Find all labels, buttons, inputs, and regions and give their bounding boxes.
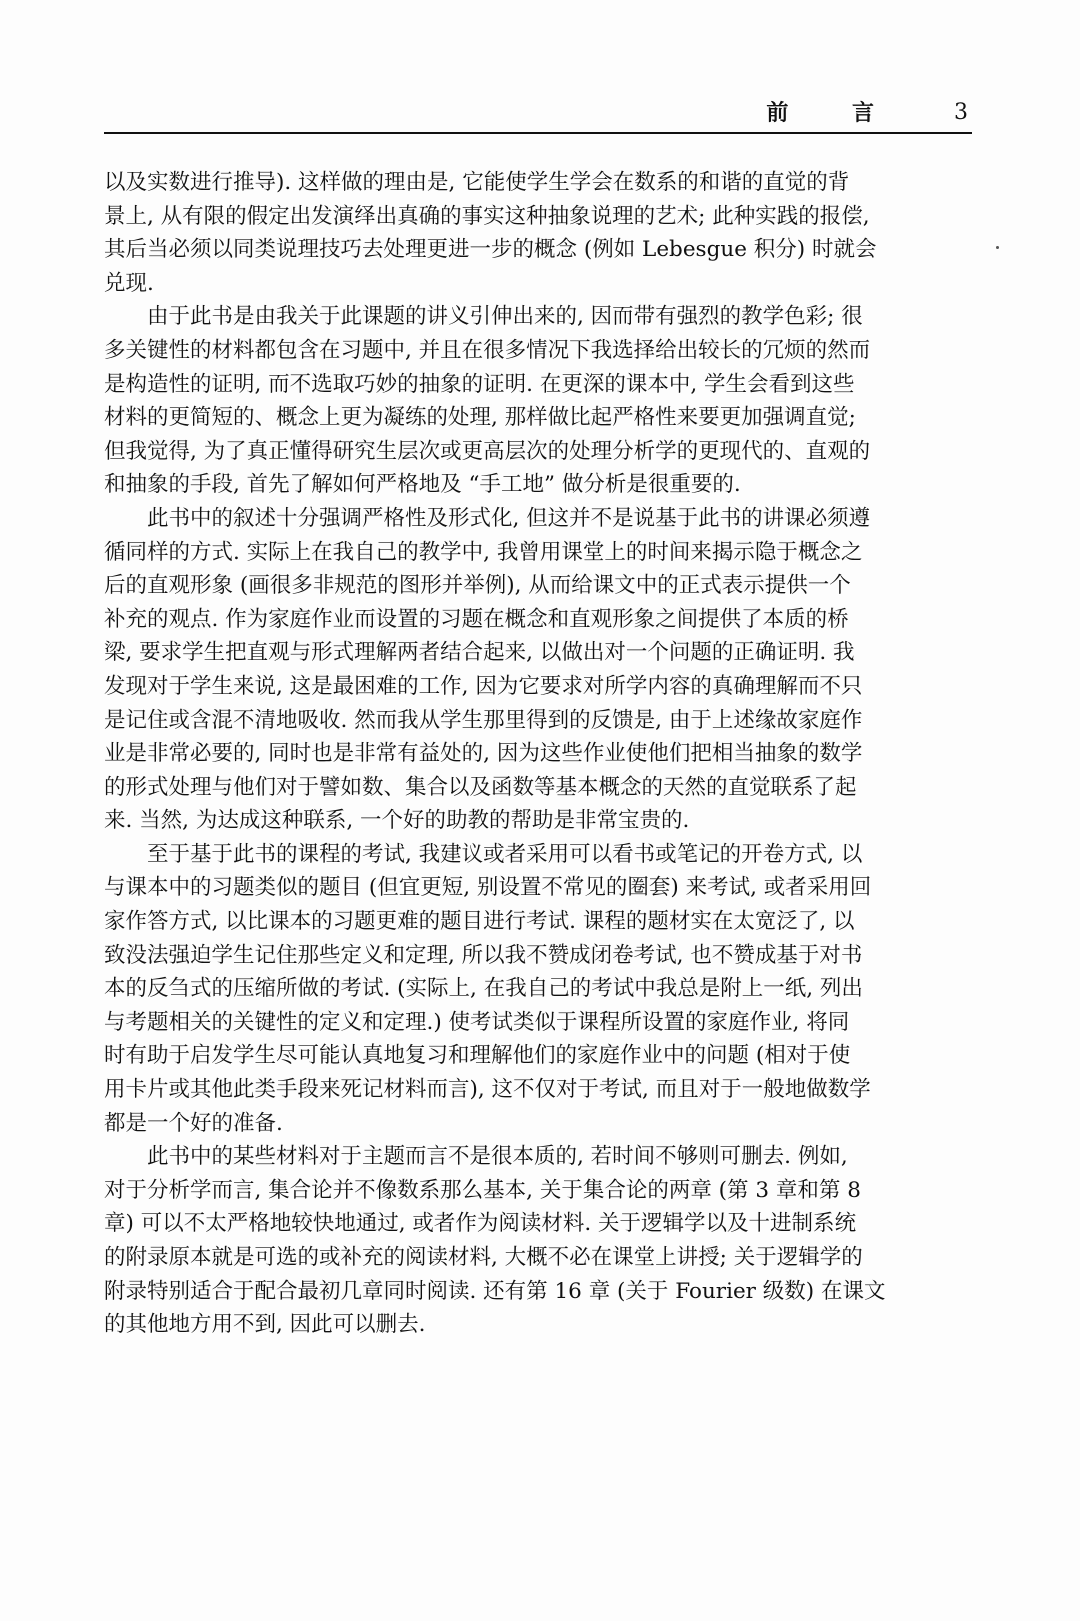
text-line: 来. 当然, 为达成这种联系, 一个好的助教的帮助是非常宝贵的. [104, 808, 690, 834]
paragraph-1 [104, 166, 972, 300]
text-line: 用卡片或其他此类手段来死记材料而言), 这不仅对于考试, 而且对于一般地做数学 [104, 1077, 871, 1103]
text-line: 的附录原本就是可选的或补充的阅读材料, 大概不必在课堂上讲授; 关于逻辑学的 [104, 1245, 863, 1270]
text-line: 景上, 从有限的假定出发演绎出真确的事实这种抽象说理的艺术; 此种实践的报偿, [104, 203, 870, 229]
text-line: 本的反刍式的压缩所做的考试. (实际上, 在我自己的考试中我总是附上一纸, 列出 [104, 976, 863, 1002]
body-text [104, 166, 972, 1342]
text-line: 是构造性的证明, 而不选取巧妙的抽象的证明. 在更深的课本中, 学生会看到这些 [104, 371, 855, 397]
text-line: 兑现. [104, 270, 154, 296]
text-line: 此书中的叙述十分强调严格性及形式化, 但这并不是说基于此书的讲课必须遵 [147, 505, 871, 531]
text-line: 后的直观形象 (画很多非规范的图形并举例), 从而给课文中的正式表示提供一个 [104, 573, 851, 599]
running-title: 前 言 [766, 100, 902, 126]
paragraph-5 [104, 1140, 972, 1342]
text-line: 但我觉得, 为了真正懂得研究生层次或更高层次的处理分析学的更现代的、直观的 [104, 438, 871, 464]
text-line: 梁, 要求学生把直观与形式理解两者结合起来, 以做出对一个问题的正确证明. 我 [104, 640, 855, 666]
text-line: 其后当必须以同类说理技巧去处理更进一步的概念 (例如 Lebesgue 积分) 时就会 [104, 237, 877, 263]
scan-speck [996, 246, 999, 249]
page-number: 3 [954, 100, 968, 125]
text-line: 家作答方式, 以比课本的习题更难的题目进行考试. 课程的题材实在太宽泛了, 以 [104, 909, 855, 935]
text-line: 致没法强迫学生记住那些定义和定理, 所以我不赞成闭卷考试, 也不赞成基于对书 [104, 942, 863, 968]
text-line: 时有助于启发学生尽可能认真地复习和理解他们的家庭作业中的问题 (相对于使 [104, 1043, 851, 1069]
text-line: 补充的观点. 作为家庭作业而设置的习题在概念和直观形象之间提供了本质的桥 [104, 606, 849, 632]
text-line: 章) 可以不太严格地较快地通过, 或者作为阅读材料. 关于逻辑学以及十进制系统 [104, 1211, 857, 1237]
text-line: 业是非常必要的, 同时也是非常有益处的, 因为这些作业使他们把相当抽象的数学 [104, 741, 863, 767]
text-line: 的形式处理与他们对于譬如数、集合以及函数等基本概念的天然的直觉联系了起 [104, 774, 857, 800]
text-line: 和抽象的手段, 首先了解如何严格地及 “手工地” 做分析是很重要的. [104, 472, 741, 498]
text-line: 发现对于学生来说, 这是最困难的工作, 因为它要求对所学内容的真确理解而不只 [104, 673, 863, 699]
text-line: 与课本中的习题类似的题目 (但宜更短, 别设置不常见的圈套) 来考试, 或者采用回 [104, 875, 872, 901]
text-line: 至于基于此书的课程的考试, 我建议或者采用可以看书或笔记的开卷方式, 以 [147, 841, 863, 867]
paragraph-3 [104, 502, 972, 838]
paragraph-2 [104, 300, 972, 502]
text-line: 的其他地方用不到, 因此可以删去. [104, 1312, 426, 1338]
text-line: 对于分析学而言, 集合论并不像数系那么基本, 关于集合论的两章 (第 3 章和第 8 [104, 1177, 861, 1203]
text-line: 循同样的方式. 实际上在我自己的教学中, 我曾用课堂上的时间来揭示隐于概念之 [104, 539, 863, 565]
text-line: 附录特别适合于配合最初几章同时阅读. 还有第 16 章 (关于 Fourier 级数) 在课文 [104, 1278, 886, 1304]
text-line: 由于此书是由我关于此课题的讲义引伸出来的, 因而带有强烈的教学色彩; 很 [147, 304, 863, 330]
running-header [104, 98, 972, 134]
paragraph-4 [104, 838, 972, 1140]
text-line: 都是一个好的准备. [104, 1110, 283, 1136]
text-line: 此书中的某些材料对于主题而言不是很本质的, 若时间不够则可删去. 例如, [147, 1144, 848, 1170]
text-line: 是记住或含混不清地吸收. 然而我从学生那里得到的反馈是, 由于上述缘故家庭作 [104, 707, 863, 733]
text-line: 多关键性的材料都包含在习题中, 并且在很多情况下我选择给出较长的冗烦的然而 [104, 337, 871, 363]
text-line: 材料的更简短的、概念上更为凝练的处理, 那样做比起严格性来要更加强调直觉; [104, 405, 856, 431]
text-line: 以及实数进行推导). 这样做的理由是, 它能使学生学会在数系的和谐的直觉的背 [104, 170, 850, 195]
text-line: 与考题相关的关键性的定义和定理.) 使考试类似于课程所设置的家庭作业, 将同 [104, 1009, 850, 1035]
